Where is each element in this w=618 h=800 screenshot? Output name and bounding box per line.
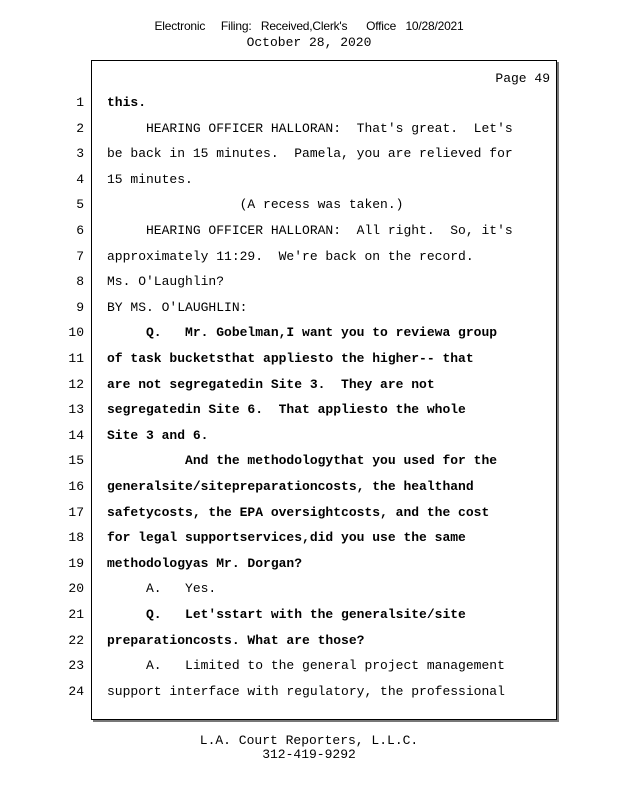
line-number: 15 (68, 453, 84, 469)
transcript-line: generalsite/sitepreparationcosts, the healthand (107, 479, 474, 494)
line-number: 13 (68, 402, 84, 418)
line-number: 1 (76, 95, 84, 110)
transcript-line: HEARING OFFICER HALLORAN: That's great. Let's (107, 120, 513, 136)
electronic-filing-stamp: Electronic Filing: Received,Clerk's Office 10/28/2021 (154, 19, 464, 33)
transcript-line: A. Limited to the general project management (107, 658, 505, 674)
transcript-line: preparationcosts. What are those? (107, 632, 365, 648)
transcript-line: BY MS. O'LAUGHLIN: (107, 299, 248, 315)
line-number: 23 (68, 658, 84, 674)
transcript-line: (A recess was taken.) (107, 197, 404, 213)
line-number: 20 (68, 581, 84, 597)
transcript-line: Ms. O'Laughlin? (107, 274, 225, 290)
line-number: 9 (76, 299, 84, 315)
transcript-line: HEARING OFFICER HALLORAN: All right. So, it's (107, 223, 513, 238)
transcript-line: this. (107, 95, 147, 110)
transcript-line: safetycosts, the EPA oversightcosts, and the cost (107, 504, 490, 520)
line-number: 24 (68, 683, 84, 699)
transcript-line: Site 3 and 6. (107, 427, 209, 443)
transcript-line: are not segregatedin Site 3. They are not (107, 376, 435, 392)
line-number: 6 (76, 223, 84, 238)
line-number: 12 (68, 376, 84, 392)
line-number: 2 (76, 120, 84, 136)
line-number: 4 (76, 171, 84, 187)
line-number: 16 (68, 479, 84, 494)
transcript-line: A. Yes. (107, 581, 217, 597)
transcript-line: Q. Mr. Gobelman,I want you to reviewa group (107, 325, 498, 341)
transcript-line: for legal supportservices,did you use the same (107, 530, 466, 546)
line-number: 5 (76, 197, 84, 213)
transcript-line: segregatedin Site 6. That appliesto the whole (107, 402, 466, 418)
line-number: 3 (76, 146, 84, 162)
transcript-line: methodologyas Mr. Dorgan? (107, 555, 303, 571)
line-number: 8 (76, 274, 84, 290)
line-number: 17 (68, 504, 84, 520)
court-reporter-phone: 312-419-9292 (262, 747, 356, 762)
page-number: Page 49 (495, 71, 550, 86)
transcript-line: 15 minutes. (107, 171, 193, 187)
transcript-line: be back in 15 minutes. Pamela, you are relieved for (107, 146, 513, 162)
line-number: 11 (68, 351, 84, 366)
transcript-line: of task bucketsthat appliesto the higher-- that (107, 351, 474, 366)
line-number: 19 (68, 555, 84, 571)
line-number: 10 (68, 325, 84, 341)
line-number: 22 (68, 632, 84, 648)
line-number: 14 (68, 427, 84, 443)
line-number: 18 (68, 530, 84, 546)
transcript-line: approximately 11:29. We're back on the record. (107, 248, 474, 264)
line-number: 7 (76, 248, 84, 264)
transcript-line: And the methodologythat you used for the (107, 453, 498, 469)
transcript-line: support interface with regulatory, the professional (107, 683, 505, 699)
transcript-line: Q. Let'sstart with the generalsite/site (107, 607, 466, 622)
line-number: 21 (68, 607, 84, 622)
court-reporter-name: L.A. Court Reporters, L.L.C. (199, 733, 419, 748)
transcript-date: October 28, 2020 (246, 35, 372, 50)
